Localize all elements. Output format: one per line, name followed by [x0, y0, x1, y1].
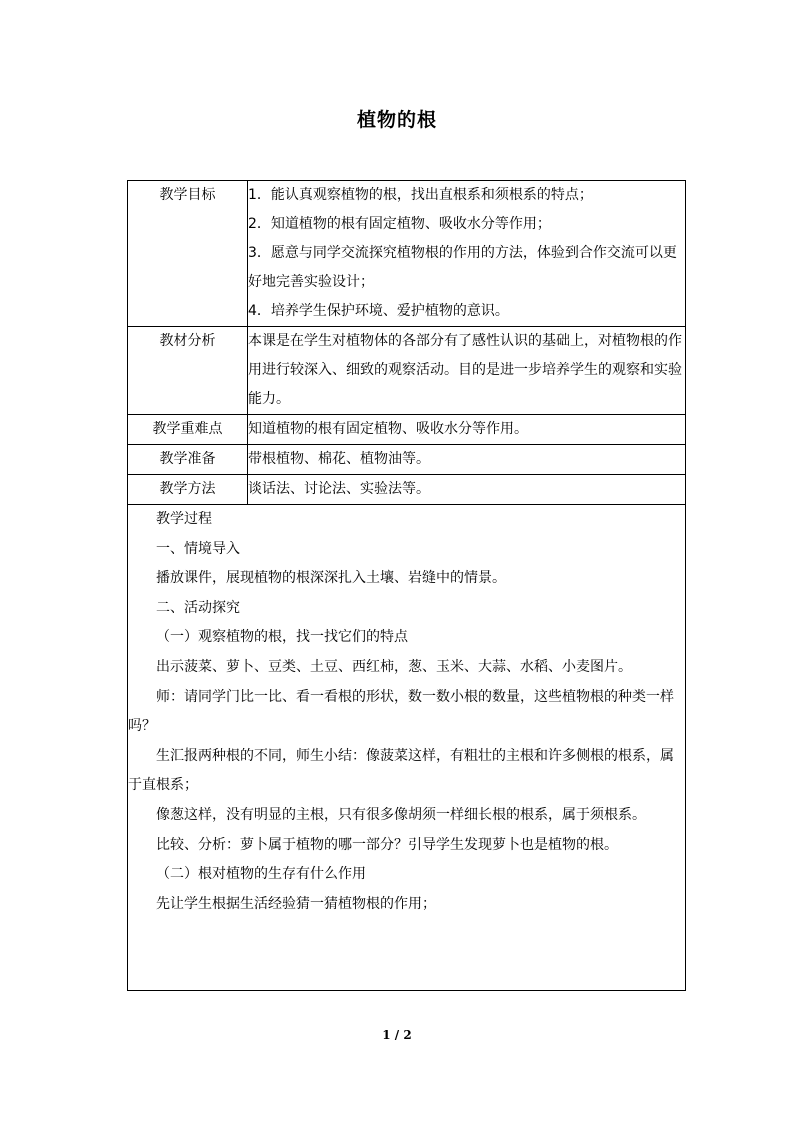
goal-item: 1．能认真观察植物的根，找出直根系和须根系的特点； — [248, 187, 593, 203]
analysis-text: 本课是在学生对植物体的各部分有了感性认识的基础上，对植物根的作用进行较深入、细致的观察活动。目的是进一步培养学生的观察和实验能力。 — [248, 333, 682, 407]
teaching-process-cell — [128, 505, 686, 991]
process-paragraph: 先让学生根据生活经验猜一猜植物根的作用； — [156, 895, 436, 912]
row-content-teaching-goals — [248, 181, 686, 327]
table-row — [128, 415, 686, 445]
process-paragraph: 像葱这样，没有明显的主根，只有很多像胡须一样细长根的根系，属于须根系。 — [156, 806, 646, 823]
table-row — [128, 475, 686, 505]
preparation-text: 带根植物、棉花、植物油等。 — [248, 451, 430, 467]
row-content-preparation — [248, 445, 686, 475]
table-row — [128, 505, 686, 991]
lesson-plan-table — [127, 180, 686, 991]
row-content-key-points — [248, 415, 686, 445]
row-content-methods — [248, 475, 686, 505]
key-points-text: 知道植物的根有固定植物、吸收水分等作用。 — [248, 421, 528, 437]
process-paragraph: 出示菠菜、萝卜、豆类、土豆、西红柿，葱、玉米、大蒜、水稻、小麦图片。 — [156, 658, 632, 675]
process-paragraph: 师：请同学门比一比、看一看根的形状，数一数小根的数量，这些植物根的种类一样吗？ — [128, 688, 674, 735]
process-subsection-heading: （二）根对植物的生存有什么作用 — [156, 866, 366, 883]
row-label-preparation: 教学准备 — [128, 445, 248, 475]
table-row — [128, 445, 686, 475]
table-row — [128, 327, 686, 415]
process-section-heading: 一、情境导入 — [156, 540, 240, 557]
goal-item: 4．培养学生保护环境、爱护植物的意识。 — [248, 303, 509, 319]
row-label-key-points: 教学重难点 — [128, 415, 248, 445]
process-subsection-heading: （一）观察植物的根，找一找它们的特点 — [156, 629, 408, 646]
row-label-teaching-goals: 教学目标 — [128, 181, 248, 327]
page-number: 1 / 2 — [382, 1028, 412, 1042]
goal-item: 3．愿意与同学交流探究植物根的作用的方法，体验到合作交流可以更好地完善实验设计； — [248, 245, 677, 290]
row-label-material-analysis: 教材分析 — [128, 327, 248, 415]
process-paragraph: 比较、分析：萝卜属于植物的哪一部分？引导学生发现萝卜也是植物的根。 — [156, 836, 618, 853]
row-label-methods: 教学方法 — [128, 475, 248, 505]
methods-text: 谈话法、讨论法、实验法等。 — [248, 481, 430, 497]
process-section-heading: 二、活动探究 — [156, 599, 240, 616]
goal-item: 2．知道植物的根有固定植物、吸收水分等作用； — [248, 216, 551, 232]
page-title: 植物的根 — [356, 109, 437, 131]
process-paragraph: 生汇报两种根的不同，师生小结：像菠菜这样，有粗壮的主根和许多侧根的根系，属于直根系； — [128, 747, 674, 794]
table-row — [128, 181, 686, 327]
process-heading: 教学过程 — [156, 511, 212, 527]
row-content-material-analysis — [248, 327, 686, 415]
process-paragraph: 播放课件，展现植物的根深深扎入土壤、岩缝中的情景。 — [156, 570, 506, 587]
